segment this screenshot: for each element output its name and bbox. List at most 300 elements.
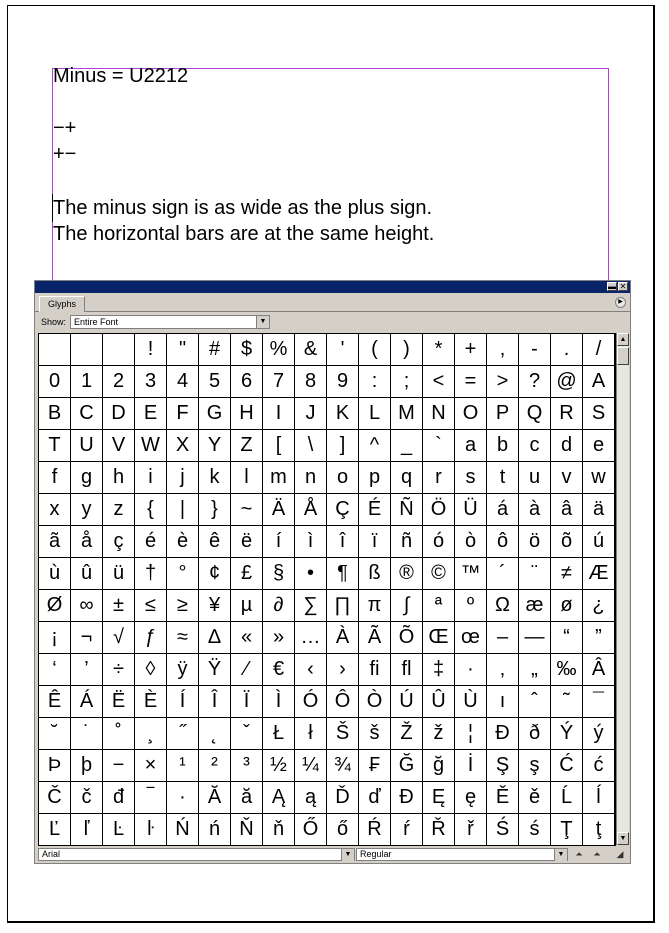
glyph-cell[interactable]: î	[327, 526, 359, 558]
glyph-cell[interactable]: p	[359, 462, 391, 494]
glyph-cell[interactable]: ¾	[327, 750, 359, 782]
glyph-cell[interactable]: ˇ	[231, 718, 263, 750]
glyph-cell[interactable]: Ň	[231, 814, 263, 846]
glyph-cell[interactable]: ã	[39, 526, 71, 558]
glyph-cell[interactable]: 4	[167, 366, 199, 398]
glyph-cell[interactable]: À	[327, 622, 359, 654]
glyph-cell[interactable]: »	[263, 622, 295, 654]
minimize-icon[interactable]: ▬	[608, 282, 616, 291]
glyph-cell[interactable]: c	[519, 430, 551, 462]
glyph-cell[interactable]: q	[391, 462, 423, 494]
glyph-cell[interactable]: P	[487, 398, 519, 430]
glyph-cell[interactable]: Û	[423, 686, 455, 718]
glyph-cell[interactable]: Ń	[167, 814, 199, 846]
glyph-cell[interactable]: ď	[359, 782, 391, 814]
glyph-cell[interactable]: ²	[199, 750, 231, 782]
glyph-cell[interactable]: X	[167, 430, 199, 462]
glyph-cell[interactable]: &	[295, 334, 327, 366]
glyph-cell[interactable]: )	[391, 334, 423, 366]
glyph-cell[interactable]: à	[519, 494, 551, 526]
glyph-cell[interactable]: ¿	[583, 590, 615, 622]
glyph-cell[interactable]: Q	[519, 398, 551, 430]
glyph-cell[interactable]: Z	[231, 430, 263, 462]
glyph-cell[interactable]: ¨	[519, 558, 551, 590]
glyph-cell[interactable]: ü	[103, 558, 135, 590]
glyph-cell[interactable]: a	[455, 430, 487, 462]
glyph-cell[interactable]: !	[135, 334, 167, 366]
glyph-cell[interactable]: z	[103, 494, 135, 526]
glyph-cell[interactable]: Ł	[263, 718, 295, 750]
glyph-cell[interactable]: â	[551, 494, 583, 526]
glyph-cell[interactable]: -	[519, 334, 551, 366]
glyph-cell[interactable]: Ï	[231, 686, 263, 718]
glyph-cell[interactable]: ‹	[295, 654, 327, 686]
glyph-cell[interactable]: >	[487, 366, 519, 398]
glyph-cell[interactable]: Ÿ	[199, 654, 231, 686]
glyph-cell[interactable]: V	[103, 430, 135, 462]
glyph-cell[interactable]: ł	[295, 718, 327, 750]
glyph-cell[interactable]: π	[359, 590, 391, 622]
glyph-cell[interactable]: B	[39, 398, 71, 430]
glyph-cell[interactable]: Ã	[359, 622, 391, 654]
glyph-cell[interactable]: ^	[359, 430, 391, 462]
glyph-cell[interactable]: i	[135, 462, 167, 494]
glyph-cell[interactable]: ?	[519, 366, 551, 398]
glyph-cell[interactable]: <	[423, 366, 455, 398]
glyph-cell[interactable]: Ő	[295, 814, 327, 846]
glyph-cell[interactable]: ý	[583, 718, 615, 750]
glyph-cell[interactable]: ¸	[135, 718, 167, 750]
zoom-out-icon[interactable]: ⏶	[575, 849, 583, 859]
glyph-cell[interactable]: ğ	[423, 750, 455, 782]
glyph-grid[interactable]	[38, 333, 616, 846]
glyph-cell[interactable]: Ę	[423, 782, 455, 814]
glyph-cell[interactable]: û	[71, 558, 103, 590]
glyph-cell[interactable]: Đ	[391, 782, 423, 814]
font-style-dropdown[interactable]	[356, 848, 568, 861]
glyph-cell[interactable]: ¬	[71, 622, 103, 654]
glyph-cell[interactable]: Ë	[103, 686, 135, 718]
glyph-cell[interactable]: «	[231, 622, 263, 654]
glyph-cell[interactable]: ‾	[135, 782, 167, 814]
glyph-cell[interactable]: +	[455, 334, 487, 366]
glyph-scrollbar[interactable]	[616, 333, 629, 845]
glyph-cell[interactable]: ś	[519, 814, 551, 846]
glyph-cell[interactable]: å	[71, 526, 103, 558]
glyph-cell[interactable]: ì	[295, 526, 327, 558]
zoom-in-icon[interactable]: ⏶	[593, 849, 601, 859]
glyph-cell[interactable]: Š	[327, 718, 359, 750]
glyph-cell[interactable]: Ľ	[39, 814, 71, 846]
glyph-cell[interactable]: M	[391, 398, 423, 430]
glyph-cell[interactable]: ½	[263, 750, 295, 782]
glyph-cell[interactable]: /	[583, 334, 615, 366]
glyph-cell[interactable]: °	[167, 558, 199, 590]
glyph-cell[interactable]: v	[551, 462, 583, 494]
glyph-cell[interactable]: Ñ	[391, 494, 423, 526]
glyph-cell[interactable]: G	[199, 398, 231, 430]
glyph-cell[interactable]: Ù	[455, 686, 487, 718]
panel-menu-icon[interactable]: ▶	[615, 297, 626, 308]
glyph-cell[interactable]: —	[519, 622, 551, 654]
glyph-cell[interactable]: F	[167, 398, 199, 430]
show-dropdown[interactable]	[70, 315, 270, 329]
glyph-cell[interactable]: ₣	[359, 750, 391, 782]
glyph-cell[interactable]: ∏	[327, 590, 359, 622]
resize-grip-icon[interactable]: ◢	[616, 849, 624, 859]
glyph-cell[interactable]: ž	[423, 718, 455, 750]
glyph-cell[interactable]: ŕ	[391, 814, 423, 846]
font-family-dropdown[interactable]	[38, 848, 355, 861]
panel-titlebar[interactable]	[35, 281, 630, 293]
glyph-cell[interactable]: ∑	[295, 590, 327, 622]
glyph-cell[interactable]: T	[39, 430, 71, 462]
glyph-cell[interactable]: N	[423, 398, 455, 430]
glyph-cell[interactable]: l	[231, 462, 263, 494]
glyph-cell[interactable]: ö	[519, 526, 551, 558]
glyph-cell[interactable]: ⁄	[231, 654, 263, 686]
glyph-cell[interactable]: ˆ	[519, 686, 551, 718]
glyph-cell[interactable]: Î	[199, 686, 231, 718]
glyph-cell[interactable]: ä	[583, 494, 615, 526]
glyph-cell[interactable]: J	[295, 398, 327, 430]
glyph-cell[interactable]: Ê	[39, 686, 71, 718]
glyph-cell[interactable]: K	[327, 398, 359, 430]
glyph-cell[interactable]: ®	[391, 558, 423, 590]
glyph-cell[interactable]: ∫	[391, 590, 423, 622]
glyph-cell[interactable]: Ŕ	[359, 814, 391, 846]
glyph-cell[interactable]: ©	[423, 558, 455, 590]
glyph-cell[interactable]: ĺ	[583, 782, 615, 814]
glyph-cell[interactable]: ·	[455, 654, 487, 686]
glyph-cell[interactable]: ń	[199, 814, 231, 846]
glyph-cell[interactable]: Á	[71, 686, 103, 718]
glyph-cell[interactable]: E	[135, 398, 167, 430]
glyph-cell[interactable]: ň	[263, 814, 295, 846]
glyph-cell[interactable]: Ω	[487, 590, 519, 622]
glyph-cell[interactable]: −	[103, 750, 135, 782]
glyph-cell[interactable]: 3	[135, 366, 167, 398]
glyph-cell[interactable]: §	[263, 558, 295, 590]
glyph-cell[interactable]: d	[551, 430, 583, 462]
glyph-cell[interactable]: (	[359, 334, 391, 366]
glyph-cell[interactable]: ˝	[167, 718, 199, 750]
glyph-cell[interactable]: õ	[551, 526, 583, 558]
glyph-cell[interactable]: Ô	[327, 686, 359, 718]
glyph-cell[interactable]: ę	[455, 782, 487, 814]
glyph-cell[interactable]: Ý	[551, 718, 583, 750]
glyph-cell[interactable]: æ	[519, 590, 551, 622]
scroll-thumb[interactable]	[617, 347, 629, 365]
glyph-cell[interactable]: È	[135, 686, 167, 718]
doc-line-width-note[interactable]: The minus sign is as wide as the plus sign.	[53, 197, 433, 219]
glyph-cell[interactable]: H	[231, 398, 263, 430]
glyph-cell[interactable]: ˜	[551, 686, 583, 718]
glyph-cell[interactable]: ◊	[135, 654, 167, 686]
glyph-cell[interactable]: Ĺ	[551, 782, 583, 814]
glyph-cell[interactable]: ”	[583, 622, 615, 654]
glyph-cell[interactable]: 0	[39, 366, 71, 398]
glyph-cell[interactable]: ÷	[103, 654, 135, 686]
glyph-cell[interactable]	[71, 334, 103, 366]
glyph-cell[interactable]: Ð	[487, 718, 519, 750]
glyph-cell[interactable]: ‰	[551, 654, 583, 686]
glyph-cell[interactable]: s	[455, 462, 487, 494]
glyph-cell[interactable]: I	[263, 398, 295, 430]
glyph-cell[interactable]: ¯	[583, 686, 615, 718]
glyph-cell[interactable]: *	[423, 334, 455, 366]
glyph-cell[interactable]: º	[455, 590, 487, 622]
glyph-cell[interactable]: x	[39, 494, 71, 526]
glyph-cell[interactable]: Ø	[39, 590, 71, 622]
glyph-cell[interactable]: ó	[423, 526, 455, 558]
glyph-cell[interactable]: b	[487, 430, 519, 462]
glyph-cell[interactable]: "	[167, 334, 199, 366]
glyph-cell[interactable]: r	[423, 462, 455, 494]
glyph-cell[interactable]: m	[263, 462, 295, 494]
glyph-cell[interactable]: ³	[231, 750, 263, 782]
glyph-cell[interactable]: ą	[295, 782, 327, 814]
glyph-cell[interactable]: Ď	[327, 782, 359, 814]
glyph-cell[interactable]: ×	[135, 750, 167, 782]
glyph-cell[interactable]: ¦	[455, 718, 487, 750]
glyph-cell[interactable]: ß	[359, 558, 391, 590]
glyph-cell[interactable]: Ú	[391, 686, 423, 718]
glyph-cell[interactable]: L	[359, 398, 391, 430]
glyph-cell[interactable]: @	[551, 366, 583, 398]
glyph-cell[interactable]: •	[295, 558, 327, 590]
glyph-cell[interactable]: ƒ	[135, 622, 167, 654]
glyph-cell[interactable]: ·	[167, 782, 199, 814]
glyph-cell[interactable]: ě	[519, 782, 551, 814]
glyph-cell[interactable]: Ţ	[551, 814, 583, 846]
glyph-cell[interactable]: ˚	[103, 718, 135, 750]
glyph-cell[interactable]: ‘	[39, 654, 71, 686]
glyph-cell[interactable]: Ć	[551, 750, 583, 782]
glyph-cell[interactable]: ≈	[167, 622, 199, 654]
chevron-down-icon[interactable]: ▼	[554, 849, 567, 861]
glyph-cell[interactable]: ¶	[327, 558, 359, 590]
doc-line-plus-minus[interactable]: +−	[53, 143, 77, 165]
glyph-cell[interactable]: _	[391, 430, 423, 462]
glyph-cell[interactable]: đ	[103, 782, 135, 814]
glyph-cell[interactable]: #	[199, 334, 231, 366]
glyph-cell[interactable]: ¢	[199, 558, 231, 590]
scroll-down-icon[interactable]: ▼	[617, 832, 629, 845]
glyph-cell[interactable]: A	[583, 366, 615, 398]
glyph-cell[interactable]: D	[103, 398, 135, 430]
glyph-cell[interactable]: “	[551, 622, 583, 654]
glyph-cell[interactable]: √	[103, 622, 135, 654]
glyph-cell[interactable]: ,	[487, 334, 519, 366]
glyph-cell[interactable]: ª	[423, 590, 455, 622]
glyph-cell[interactable]: ‚	[487, 654, 519, 686]
glyph-cell[interactable]: e	[583, 430, 615, 462]
glyph-cell[interactable]: µ	[231, 590, 263, 622]
glyph-cell[interactable]: Ç	[327, 494, 359, 526]
glyph-cell[interactable]: j	[167, 462, 199, 494]
glyph-cell[interactable]: Ö	[423, 494, 455, 526]
glyph-cell[interactable]: o	[327, 462, 359, 494]
glyph-cell[interactable]: †	[135, 558, 167, 590]
glyph-cell[interactable]: Ž	[391, 718, 423, 750]
glyph-cell[interactable]: ă	[231, 782, 263, 814]
doc-line-minus-plus[interactable]: −+	[53, 117, 77, 139]
glyph-cell[interactable]: u	[519, 462, 551, 494]
glyph-cell[interactable]: ù	[39, 558, 71, 590]
glyph-cell[interactable]: è	[167, 526, 199, 558]
glyph-cell[interactable]: S	[583, 398, 615, 430]
glyph-cell[interactable]: 8	[295, 366, 327, 398]
glyph-cell[interactable]: Ä	[263, 494, 295, 526]
glyph-cell[interactable]: %	[263, 334, 295, 366]
glyph-cell[interactable]: ﬁ	[359, 654, 391, 686]
glyph-cell[interactable]: ]	[327, 430, 359, 462]
glyph-cell[interactable]: t	[487, 462, 519, 494]
glyph-cell[interactable]: $	[231, 334, 263, 366]
glyph-cell[interactable]: ≤	[135, 590, 167, 622]
glyph-cell[interactable]: É	[359, 494, 391, 526]
glyph-cell[interactable]: ›	[327, 654, 359, 686]
glyph-cell[interactable]: w	[583, 462, 615, 494]
glyph-cell[interactable]: ő	[327, 814, 359, 846]
glyph-cell[interactable]: [	[263, 430, 295, 462]
glyph-cell[interactable]: =	[455, 366, 487, 398]
doc-line-title[interactable]: Minus = U2212	[53, 65, 189, 87]
glyph-cell[interactable]: Æ	[583, 558, 615, 590]
glyph-cell[interactable]: 7	[263, 366, 295, 398]
glyph-cell[interactable]: ∞	[71, 590, 103, 622]
glyph-cell[interactable]: ¡	[39, 622, 71, 654]
glyph-cell[interactable]: £	[231, 558, 263, 590]
glyph-cell[interactable]: ı	[487, 686, 519, 718]
close-icon[interactable]: ✕	[619, 282, 627, 291]
glyph-cell[interactable]: ê	[199, 526, 231, 558]
glyph-cell[interactable]: U	[71, 430, 103, 462]
glyph-cell[interactable]: ţ	[583, 814, 615, 846]
glyph-cell[interactable]: 6	[231, 366, 263, 398]
glyph-cell[interactable]: þ	[71, 750, 103, 782]
glyph-cell[interactable]: ř	[455, 814, 487, 846]
glyph-cell[interactable]: Ğ	[391, 750, 423, 782]
glyph-cell[interactable]: ŀ	[135, 814, 167, 846]
glyph-cell[interactable]: Y	[199, 430, 231, 462]
glyph-cell[interactable]: é	[135, 526, 167, 558]
glyph-cell[interactable]: Ą	[263, 782, 295, 814]
glyph-cell[interactable]: Œ	[423, 622, 455, 654]
glyph-cell[interactable]: ç	[103, 526, 135, 558]
glyph-cell[interactable]: ˘	[39, 718, 71, 750]
glyph-cell[interactable]: č	[71, 782, 103, 814]
glyph-cell[interactable]: ë	[231, 526, 263, 558]
glyph-cell[interactable]: Ş	[487, 750, 519, 782]
glyph-cell[interactable]: í	[263, 526, 295, 558]
glyph-cell[interactable]: ±	[103, 590, 135, 622]
glyph-cell[interactable]: Þ	[39, 750, 71, 782]
glyph-cell[interactable]: Ó	[295, 686, 327, 718]
glyph-cell[interactable]	[39, 334, 71, 366]
glyph-cell[interactable]: ‡	[423, 654, 455, 686]
chevron-down-icon[interactable]: ▼	[341, 849, 354, 861]
glyph-cell[interactable]: k	[199, 462, 231, 494]
glyph-cell[interactable]: g	[71, 462, 103, 494]
glyph-cell[interactable]: ≠	[551, 558, 583, 590]
glyph-cell[interactable]: ô	[487, 526, 519, 558]
glyph-cell[interactable]: W	[135, 430, 167, 462]
glyph-cell[interactable]: C	[71, 398, 103, 430]
glyph-cell[interactable]: ¹	[167, 750, 199, 782]
glyph-cell[interactable]: …	[295, 622, 327, 654]
glyph-cell[interactable]: O	[455, 398, 487, 430]
glyph-cell[interactable]: :	[359, 366, 391, 398]
glyph-cell[interactable]: n	[295, 462, 327, 494]
glyph-cell[interactable]: á	[487, 494, 519, 526]
tab-glyphs[interactable]: Glyphs	[39, 296, 85, 312]
glyph-cell[interactable]: Č	[39, 782, 71, 814]
glyph-cell[interactable]: .	[551, 334, 583, 366]
glyph-cell[interactable]: ò	[455, 526, 487, 558]
glyph-cell[interactable]: ´	[487, 558, 519, 590]
glyph-cell[interactable]: ’	[71, 654, 103, 686]
glyph-cell[interactable]: ;	[391, 366, 423, 398]
glyph-cell[interactable]: 9	[327, 366, 359, 398]
glyph-cell[interactable]: f	[39, 462, 71, 494]
glyph-cell[interactable]: }	[199, 494, 231, 526]
glyph-cell[interactable]: Ř	[423, 814, 455, 846]
scroll-up-icon[interactable]: ▲	[617, 333, 629, 346]
glyph-cell[interactable]: ≥	[167, 590, 199, 622]
glyph-cell[interactable]: Ě	[487, 782, 519, 814]
glyph-cell[interactable]: {	[135, 494, 167, 526]
glyph-cell[interactable]: Í	[167, 686, 199, 718]
glyph-cell[interactable]: –	[487, 622, 519, 654]
glyph-cell[interactable]: 1	[71, 366, 103, 398]
glyph-cell[interactable]: Ü	[455, 494, 487, 526]
glyph-cell[interactable]: ˛	[199, 718, 231, 750]
glyph-cell[interactable]: İ	[455, 750, 487, 782]
glyph-cell[interactable]: ∆	[199, 622, 231, 654]
glyph-cell[interactable]: ¼	[295, 750, 327, 782]
glyph-cell[interactable]: œ	[455, 622, 487, 654]
glyph-cell[interactable]: ľ	[71, 814, 103, 846]
glyph-cell[interactable]: 2	[103, 366, 135, 398]
glyph-cell[interactable]: Ă	[199, 782, 231, 814]
glyph-cell[interactable]: |	[167, 494, 199, 526]
glyph-cell[interactable]: h	[103, 462, 135, 494]
doc-line-height-note[interactable]: The horizontal bars are at the same height.	[53, 223, 435, 245]
chevron-down-icon[interactable]: ▼	[256, 316, 269, 328]
glyph-cell[interactable]	[103, 334, 135, 366]
glyph-cell[interactable]: ş	[519, 750, 551, 782]
glyph-cell[interactable]: ∂	[263, 590, 295, 622]
glyph-cell[interactable]: ð	[519, 718, 551, 750]
glyph-cell[interactable]: Ò	[359, 686, 391, 718]
glyph-cell[interactable]: Â	[583, 654, 615, 686]
glyph-cell[interactable]: „	[519, 654, 551, 686]
glyph-cell[interactable]: ™	[455, 558, 487, 590]
glyph-cell[interactable]: Õ	[391, 622, 423, 654]
glyph-cell[interactable]: ﬂ	[391, 654, 423, 686]
glyph-cell[interactable]: š	[359, 718, 391, 750]
glyph-cell[interactable]: ï	[359, 526, 391, 558]
glyph-cell[interactable]: \	[295, 430, 327, 462]
glyph-cell[interactable]: €	[263, 654, 295, 686]
glyph-cell[interactable]: 5	[199, 366, 231, 398]
glyph-cell[interactable]: R	[551, 398, 583, 430]
glyph-cell[interactable]: ¥	[199, 590, 231, 622]
text-frame[interactable]	[52, 68, 609, 283]
glyph-cell[interactable]: Ŀ	[103, 814, 135, 846]
